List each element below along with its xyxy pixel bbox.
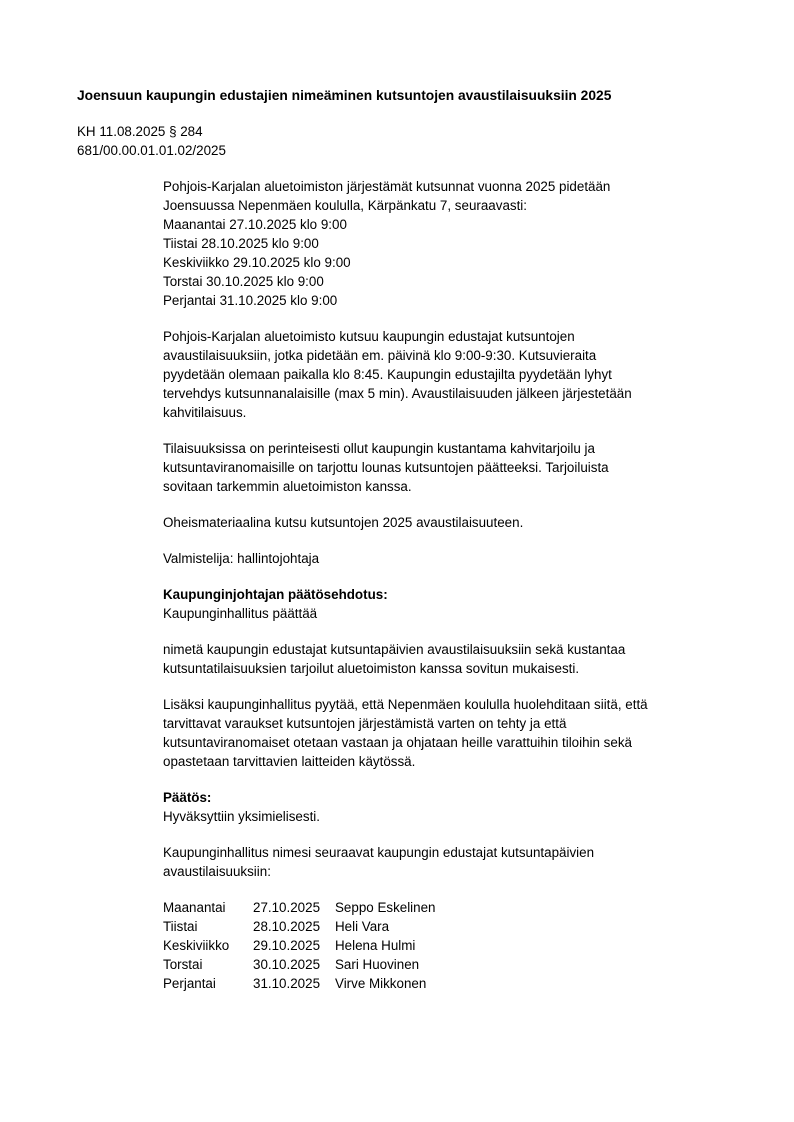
- table-row: [163, 955, 734, 974]
- appointee-day: Torstai: [163, 957, 203, 972]
- appointee-date: 29.10.2025: [253, 938, 321, 953]
- appointee-day: Maanantai: [163, 900, 226, 915]
- paragraph-line: Tilaisuuksissa on perinteisesti ollut kaupungin kustantama kahvitarjoilu ja: [163, 441, 595, 456]
- paragraph-line: Joensuussa Nepenmäen koululla, Kärpänkatu 7, seuraavasti:: [163, 198, 528, 213]
- additional-request-paragraph: [163, 695, 734, 771]
- decision-text: Hyväksyttiin yksimielisesti.: [163, 809, 320, 824]
- paragraph-line: sovitaan tarkemmin aluetoimiston kanssa.: [163, 479, 412, 494]
- paragraph-line: avaustilaisuuksiin, jotka pidetään em. päivinä klo 9:00-9:30. Kutsuvieraita: [163, 348, 597, 363]
- appointee-name: Virve Mikkonen: [335, 976, 427, 991]
- paragraph-line: nimetä kaupungin edustajat kutsuntapäivien avaustilaisuuksiin sekä kustantaa: [163, 642, 626, 657]
- appointee-day: Keskiviikko: [163, 938, 230, 953]
- appointee-day: Tiistai: [163, 919, 198, 934]
- schedule-line: Tiistai 28.10.2025 klo 9:00: [163, 236, 319, 251]
- appointee-day: Perjantai: [163, 976, 216, 991]
- appointee-date: 28.10.2025: [253, 919, 321, 934]
- document-title: Joensuun kaupungin edustajien nimeäminen kutsuntojen avaustilaisuuksiin 2025: [77, 88, 612, 103]
- paragraph-line: opastetaan tarvittavien laitteiden käytössä.: [163, 754, 416, 769]
- invitation-paragraph: [163, 327, 734, 422]
- attachment-paragraph: [163, 513, 734, 532]
- decision-block: [163, 788, 734, 826]
- paragraph-line: kahvitilaisuus.: [163, 405, 247, 420]
- schedule-line: Keskiviikko 29.10.2025 klo 9:00: [163, 255, 351, 270]
- paragraph-line: kutsuntaviranomaiset otetaan vastaan ja ohjataan heille varattuihin tiloihin sekä: [163, 735, 632, 750]
- table-row: [163, 898, 734, 917]
- appointee-date: 27.10.2025: [253, 900, 321, 915]
- schedule-paragraph: [163, 177, 734, 310]
- preparer-line: Valmistelija: hallintojohtaja: [163, 551, 320, 566]
- appointee-name: Sari Huovinen: [335, 957, 420, 972]
- catering-paragraph: [163, 439, 734, 496]
- table-row: [163, 917, 734, 936]
- paragraph-line: avaustilaisuuksiin:: [163, 864, 271, 879]
- table-row: [163, 936, 734, 955]
- appointee-name: Heli Vara: [335, 919, 390, 934]
- preparer-paragraph: [163, 549, 734, 568]
- paragraph-line: Pohjois-Karjalan aluetoimiston järjestämät kutsunnat vuonna 2025 pidetään: [163, 179, 611, 194]
- schedule-line: Maanantai 27.10.2025 klo 9:00: [163, 217, 347, 232]
- document-meta: [77, 122, 734, 160]
- appointee-name: Seppo Eskelinen: [335, 900, 436, 915]
- schedule-line: Torstai 30.10.2025 klo 9:00: [163, 274, 324, 289]
- case-reference: KH 11.08.2025 § 284: [77, 124, 203, 139]
- proposal-heading-block: [163, 585, 734, 623]
- paragraph-line: kutsuntatilaisuuksien tarjoilut aluetoimiston kanssa sovitun mukaisesti.: [163, 661, 580, 676]
- appointee-name: Helena Hulmi: [335, 938, 416, 953]
- decision-heading: Päätös:: [163, 790, 212, 805]
- appointee-date: 31.10.2025: [253, 976, 321, 991]
- paragraph-line: tarvittavat varaukset kutsuntojen järjestämistä varten on tehty ja että: [163, 716, 567, 731]
- proposal-intro: Kaupunginhallitus päättää: [163, 606, 318, 621]
- proposal-paragraph: [163, 640, 734, 678]
- paragraph-line: pyydetään olemaan paikalla klo 8:45. Kaupungin edustajilta pyydetään lyhyt: [163, 367, 612, 382]
- diary-number: 681/00.00.01.01.02/2025: [77, 143, 226, 158]
- appointees-intro: [163, 843, 734, 881]
- paragraph-line: Lisäksi kaupunginhallitus pyytää, että Nepenmäen koululla huolehditaan siitä, että: [163, 697, 648, 712]
- table-row: [163, 974, 734, 993]
- schedule-line: Perjantai 31.10.2025 klo 9:00: [163, 293, 338, 308]
- paragraph-line: Kaupunginhallitus nimesi seuraavat kaupungin edustajat kutsuntapäivien: [163, 845, 595, 860]
- document-body: [163, 177, 734, 993]
- attachment-line: Oheismateriaalina kutsu kutsuntojen 2025 avaustilaisuuteen.: [163, 515, 524, 530]
- appointee-date: 30.10.2025: [253, 957, 321, 972]
- paragraph-line: kutsuntaviranomaisille on tarjottu lounas kutsuntojen päätteeksi. Tarjoiluista: [163, 460, 609, 475]
- paragraph-line: Pohjois-Karjalan aluetoimisto kutsuu kaupungin edustajat kutsuntojen: [163, 329, 575, 344]
- appointees-table: [163, 898, 734, 993]
- paragraph-line: tervehdys kutsunnanalaisille (max 5 min). Avaustilaisuuden jälkeen järjestetään: [163, 386, 632, 401]
- proposal-heading: Kaupunginjohtajan päätösehdotus:: [163, 587, 388, 602]
